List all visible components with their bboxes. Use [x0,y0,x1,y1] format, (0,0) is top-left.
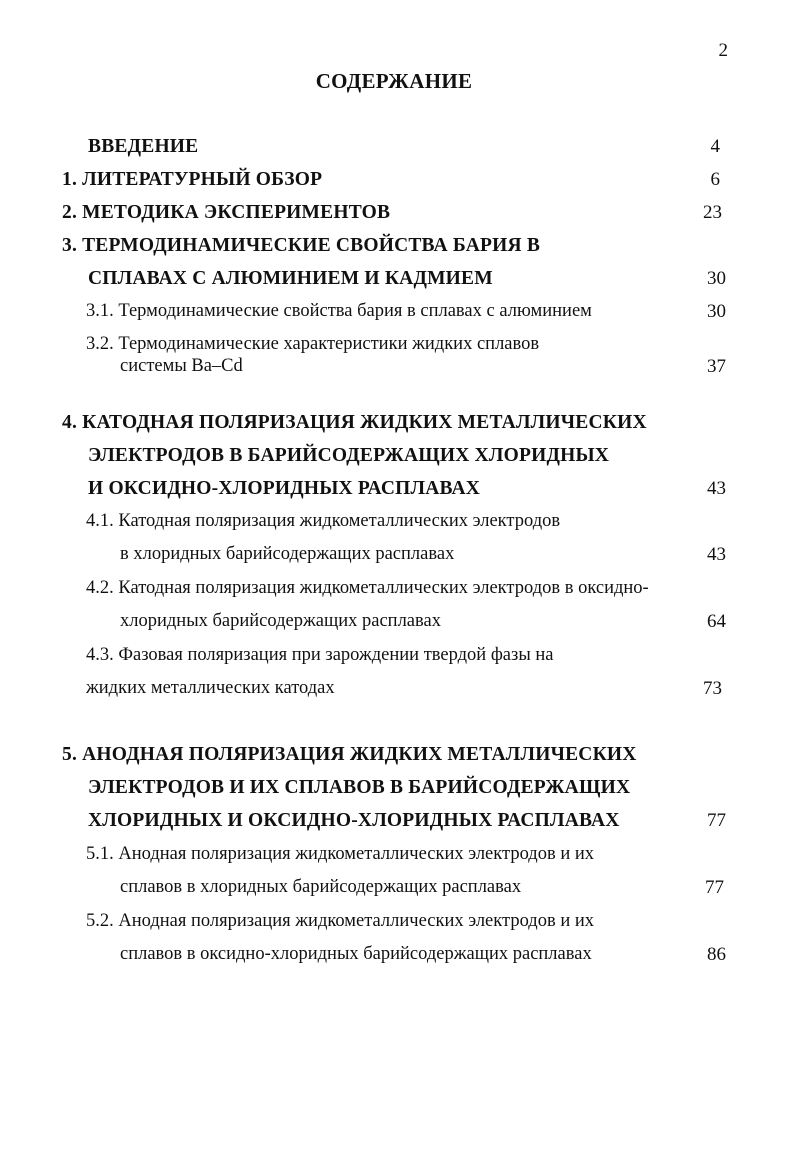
toc-s4-1-page: 43 [707,544,726,565]
toc-ch2-page: 23 [703,202,722,223]
toc-ch4-line2: ЭЛЕКТРОДОВ В БАРИЙСОДЕРЖАЩИХ ХЛОРИДНЫХ [88,445,610,466]
toc-s3-1-page: 30 [707,301,726,322]
toc-s4-3-page: 73 [703,678,722,699]
toc-s4-3-line2: жидких металлических катодах [86,678,335,698]
toc-ch4-line3: И ОКСИДНО-ХЛОРИДНЫХ РАСПЛАВАХ [88,478,481,499]
toc-ch5-line1: 5. АНОДНАЯ ПОЛЯРИЗАЦИЯ ЖИДКИХ МЕТАЛЛИЧЕСКИХ [62,744,637,765]
toc-intro-label: ВВЕДЕНИЕ [88,136,199,157]
toc-ch3-line1: 3. ТЕРМОДИНАМИЧЕСКИЕ СВОЙСТВА БАРИЯ В [62,235,541,256]
toc-s3-2-line1: 3.2. Термодинамические характеристики жидких сплавов [86,334,540,354]
toc-s4-3-line1: 4.3. Фазовая поляризация при зарождении твердой фазы на [86,645,554,665]
toc-s5-1-page: 77 [705,877,724,898]
toc-s5-1-line1: 5.1. Анодная поляризация жидкометаллических электродов и их [86,844,594,864]
toc-ch5-page: 77 [707,810,726,831]
toc-ch3-line2: СПЛАВАХ С АЛЮМИНИЕМ И КАДМИЕМ [88,268,493,289]
toc-ch5-line2: ЭЛЕКТРОДОВ И ИХ СПЛАВОВ В БАРИЙСОДЕРЖАЩИХ [88,777,631,798]
toc-s5-2-page: 86 [707,944,726,965]
toc-s3-1-label: 3.1. Термодинамические свойства бария в сплавах с алюминием [86,301,592,321]
toc-ch1-page: 6 [710,169,720,190]
toc-s5-2-line2: сплавов в оксидно-хлоридных барийсодержащих расплавах [120,944,592,964]
toc-ch4-line1: 4. КАТОДНАЯ ПОЛЯРИЗАЦИЯ ЖИДКИХ МЕТАЛЛИЧЕСКИХ [62,412,647,433]
toc-ch3-page: 30 [707,268,726,289]
toc-s4-1-line2: в хлоридных барийсодержащих расплавах [120,544,455,564]
toc-s3-2-line2: системы Ba–Cd [120,356,243,376]
toc-s4-2-line2: хлоридных барийсодержащих расплавах [120,611,441,631]
toc-s4-2-line1: 4.2. Катодная поляризация жидкометаллических электродов в оксидно- [86,578,649,598]
toc-s5-1-line2: сплавов в хлоридных барийсодержащих расплавах [120,877,522,897]
page-number: 2 [718,40,728,61]
toc-ch2-label: 2. МЕТОДИКА ЭКСПЕРИМЕНТОВ [62,202,391,223]
toc-ch4-page: 43 [707,478,726,499]
toc-s3-2-page: 37 [707,356,726,377]
toc-s4-2-page: 64 [707,611,726,632]
toc-s4-1-line1: 4.1. Катодная поляризация жидкометаллических электродов [86,511,561,531]
page-title: СОДЕРЖАНИЕ [315,69,473,93]
toc-ch5-line3: ХЛОРИДНЫХ И ОКСИДНО-ХЛОРИДНЫХ РАСПЛАВАХ [88,810,620,831]
toc-intro-page: 4 [710,136,720,157]
toc-s5-2-line1: 5.2. Анодная поляризация жидкометаллических электродов и их [86,911,594,931]
toc-ch1-label: 1. ЛИТЕРАТУРНЫЙ ОБЗОР [62,169,323,190]
